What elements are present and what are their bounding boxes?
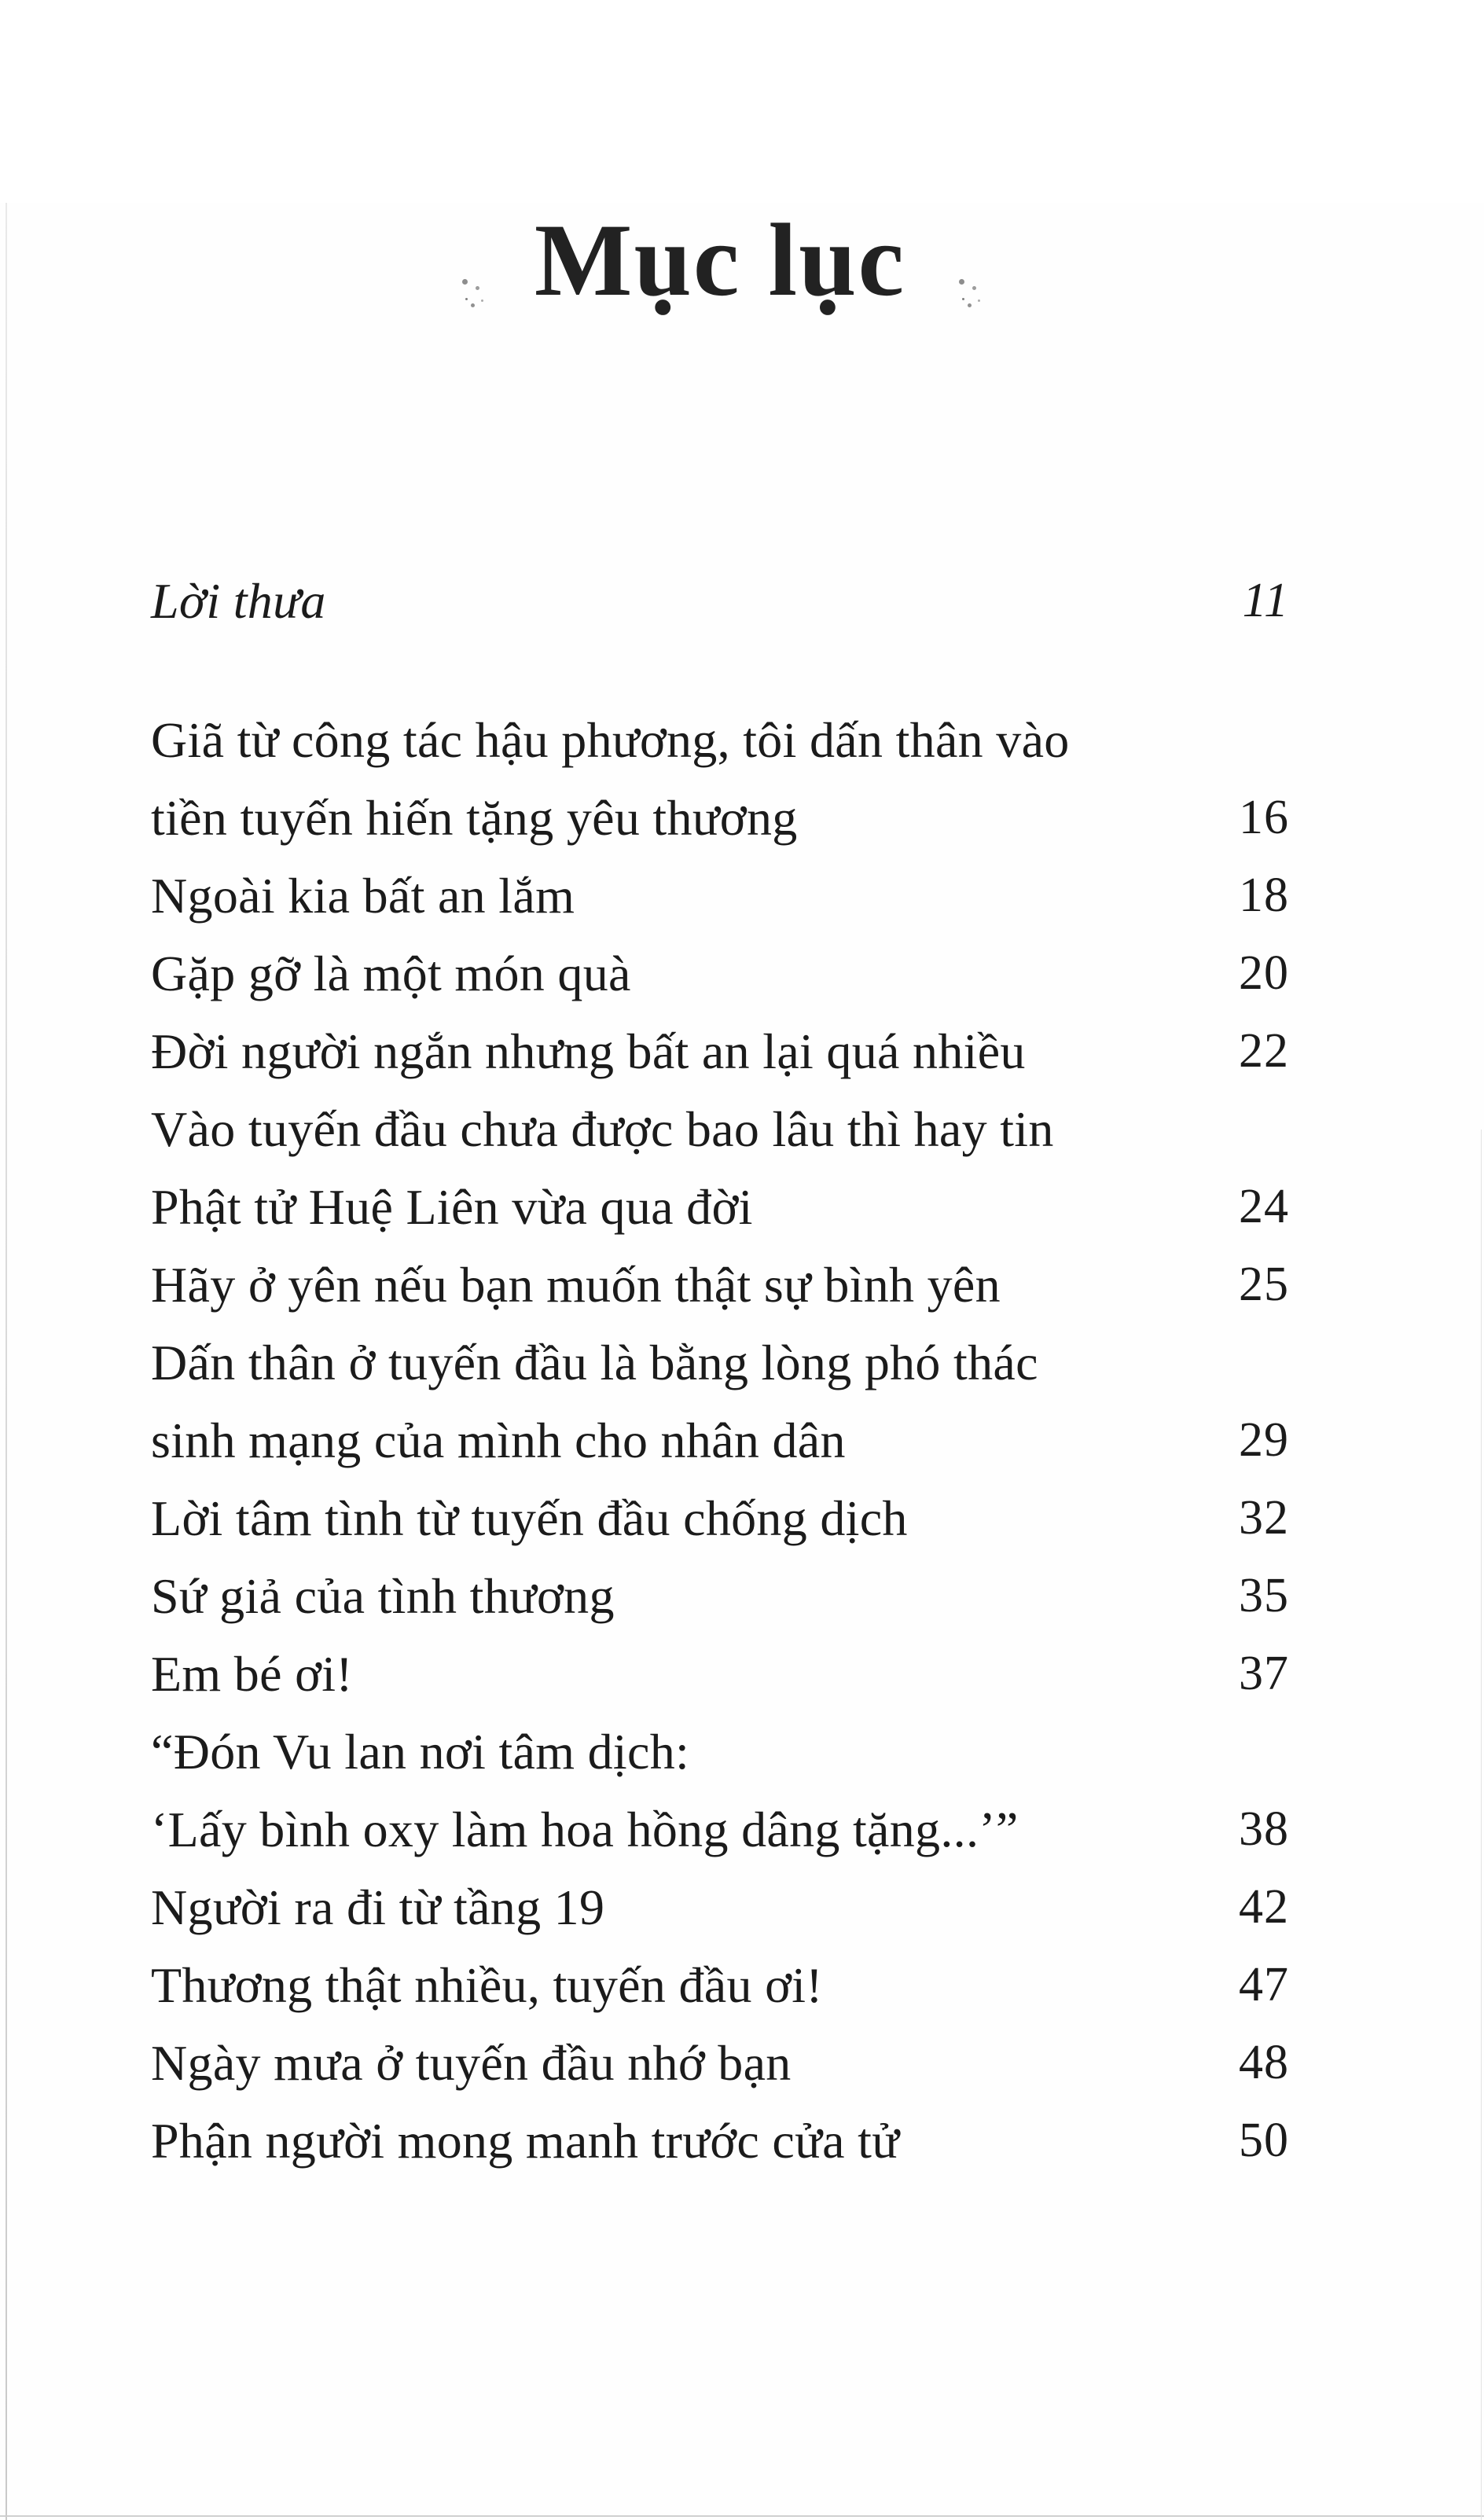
toc-entry xyxy=(151,701,1289,857)
toc-list xyxy=(151,562,1289,2180)
toc-entry-line: Gặp gỡ là một món quà xyxy=(151,946,631,1002)
toc-header xyxy=(151,203,1289,317)
toc-entry-page: 47 xyxy=(1239,1958,1289,2012)
toc-entry-page: 24 xyxy=(1239,1180,1289,1234)
toc-entry-page: 18 xyxy=(1239,869,1289,923)
toc-entry-page: 25 xyxy=(1239,1258,1289,1312)
toc-entry-title xyxy=(151,1557,615,1635)
toc-entry xyxy=(151,935,1289,1012)
toc-entry xyxy=(151,857,1289,935)
toc-entry-title xyxy=(151,2102,899,2180)
toc-entry-title xyxy=(151,1324,1038,1479)
toc-entry xyxy=(151,1246,1289,1324)
toc-entry-page: 35 xyxy=(1239,1569,1289,1623)
toc-entry-page: 38 xyxy=(1239,1802,1289,1857)
toc-entry-page: 16 xyxy=(1239,791,1289,845)
toc-entry-title xyxy=(151,857,575,935)
toc-entry-line: Hãy ở yên nếu bạn muốn thật sự bình yên xyxy=(151,1257,1001,1313)
toc-entry xyxy=(151,1557,1289,1635)
toc-entry-line: Em bé ơi! xyxy=(151,1646,353,1703)
toc-entry xyxy=(151,1868,1289,1946)
toc-entry-title xyxy=(151,1713,1019,1868)
toc-entry-line: Vào tuyến đầu chưa được bao lâu thì hay tin xyxy=(151,1101,1054,1158)
toc-entry-line: Phận người mong manh trước cửa tử xyxy=(151,2113,900,2169)
toc-entry-title xyxy=(151,1012,1026,1090)
toc-entry xyxy=(151,562,1289,640)
toc-entry-line: Dấn thân ở tuyến đầu là bằng lòng phó thác xyxy=(151,1335,1038,1391)
toc-entry xyxy=(151,1090,1289,1246)
toc-entry-line: “Đón Vu lan nơi tâm dịch: xyxy=(151,1724,690,1780)
toc-entry xyxy=(151,1713,1289,1868)
toc-entry-page: 42 xyxy=(1239,1880,1289,1934)
book-page xyxy=(0,203,1484,2520)
toc-entry xyxy=(151,1479,1289,1557)
toc-entry-title xyxy=(151,2024,792,2102)
toc-entry-title xyxy=(151,1635,353,1713)
toc-entry xyxy=(151,1946,1289,2024)
toc-entry-title xyxy=(151,1479,908,1557)
toc-entry-line: Lời thưa xyxy=(151,573,326,630)
scan-edge-right xyxy=(1481,1130,1482,2520)
toc-entry-page: 22 xyxy=(1239,1024,1289,1078)
toc-entry-title xyxy=(151,701,1070,857)
toc-entry-page: 37 xyxy=(1239,1647,1289,1701)
toc-entry-title xyxy=(151,1246,1001,1324)
toc-entry-line: Thương thật nhiều, tuyến đầu ơi! xyxy=(151,1957,823,2014)
page-title: Mục lục xyxy=(534,202,906,318)
toc-entry-page: 50 xyxy=(1239,2114,1289,2168)
toc-entry-line: Giã từ công tác hậu phương, tôi dấn thân vào xyxy=(151,712,1070,769)
toc-entry-title xyxy=(151,562,326,640)
toc-entry xyxy=(151,1012,1289,1090)
toc-entry xyxy=(151,1635,1289,1713)
toc-entry-line: Người ra đi từ tầng 19 xyxy=(151,1879,605,1936)
toc-entry-line: Lời tâm tình từ tuyến đầu chống dịch xyxy=(151,1490,908,1547)
toc-entry-line: Phật tử Huệ Liên vừa qua đời xyxy=(151,1179,753,1236)
toc-entry-line: Ngoài kia bất an lắm xyxy=(151,868,575,924)
toc-entry xyxy=(151,2102,1289,2180)
toc-entry-line: Đời người ngắn nhưng bất an lại quá nhiều xyxy=(151,1023,1026,1080)
toc-entry xyxy=(151,2024,1289,2102)
scan-edge-bottom xyxy=(0,2515,1484,2517)
sprinkle-dots-icon xyxy=(454,265,489,306)
toc-entry-line: ‘Lấy bình oxy làm hoa hồng dâng tặng...’” xyxy=(151,1802,1019,1858)
toc-entry-line: Ngày mưa ở tuyến đầu nhớ bạn xyxy=(151,2035,792,2092)
toc-entry-title xyxy=(151,935,631,1012)
sprinkle-dots-icon xyxy=(951,265,986,306)
toc-entry-title xyxy=(151,1946,823,2024)
toc-entry-page: 32 xyxy=(1239,1491,1289,1545)
toc-entry-page: 11 xyxy=(1242,574,1289,628)
toc-entry-line: tiền tuyến hiến tặng yêu thương xyxy=(151,790,798,847)
toc-entry-line: sinh mạng của mình cho nhân dân xyxy=(151,1412,846,1469)
toc-entry-page: 20 xyxy=(1239,946,1289,1001)
toc-entry-page: 29 xyxy=(1239,1413,1289,1468)
scan-edge-left xyxy=(6,203,7,2520)
toc-entry-title xyxy=(151,1868,604,1946)
toc-entry xyxy=(151,1324,1289,1479)
toc-entry-line: Sứ giả của tình thương xyxy=(151,1568,615,1625)
toc-entry-page: 48 xyxy=(1239,2036,1289,2090)
toc-entry-title xyxy=(151,1090,1054,1246)
